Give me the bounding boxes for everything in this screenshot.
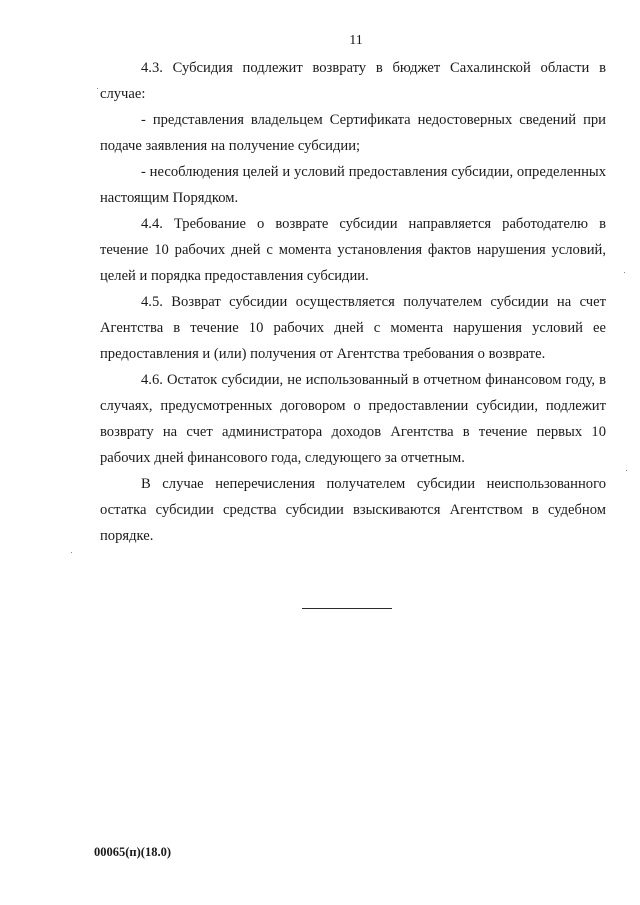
document-body [100, 55, 606, 549]
paragraph-nonpayment: В случае неперечисления получателем субсидии неиспользованного остатка субсидии средства субсидии взыскиваются Агентством в судебном порядке. [100, 476, 606, 544]
page-number: 11 [349, 33, 363, 48]
paragraph-4-3: 4.3. Субсидия подлежит возврату в бюджет Сахалинской области в случае: [100, 60, 606, 102]
document-code: 00065(п)(18.0) [94, 845, 171, 859]
scan-speck [97, 88, 98, 89]
scan-speck [626, 470, 627, 471]
list-item-noncompliance: - несоблюдения целей и условий предоставления субсидии, определенных настоящим Порядком. [100, 164, 606, 206]
list-item-inaccurate-info: - представления владельцем Сертификата недостоверных сведений при подаче заявления на получение субсидии; [100, 112, 606, 154]
paragraph-4-4: 4.4. Требование о возврате субсидии направляется работодателю в течение 10 рабочих дней с момента установления фактов нарушения условий, целей и порядка предоставления субсидии. [100, 216, 606, 284]
paragraph-4-5: 4.5. Возврат субсидии осуществляется получателем субсидии на счет Агентства в течение 10 рабочих дней с момента нарушения условий ее предоставления и (или) получения от Агентства требования о возврате. [100, 294, 606, 362]
paragraph-4-6: 4.6. Остаток субсидии, не использованный в отчетном финансовом году, в случаях, предусмотренных договором о предоставлении субсидии, подлежит возврату на счет администратора доходов Агентства в течение первых 10 рабочих дней финансового года, следующего за отчетным. [100, 372, 606, 466]
scan-speck [624, 272, 625, 273]
scan-speck [71, 552, 72, 553]
end-of-text-divider [302, 608, 392, 609]
